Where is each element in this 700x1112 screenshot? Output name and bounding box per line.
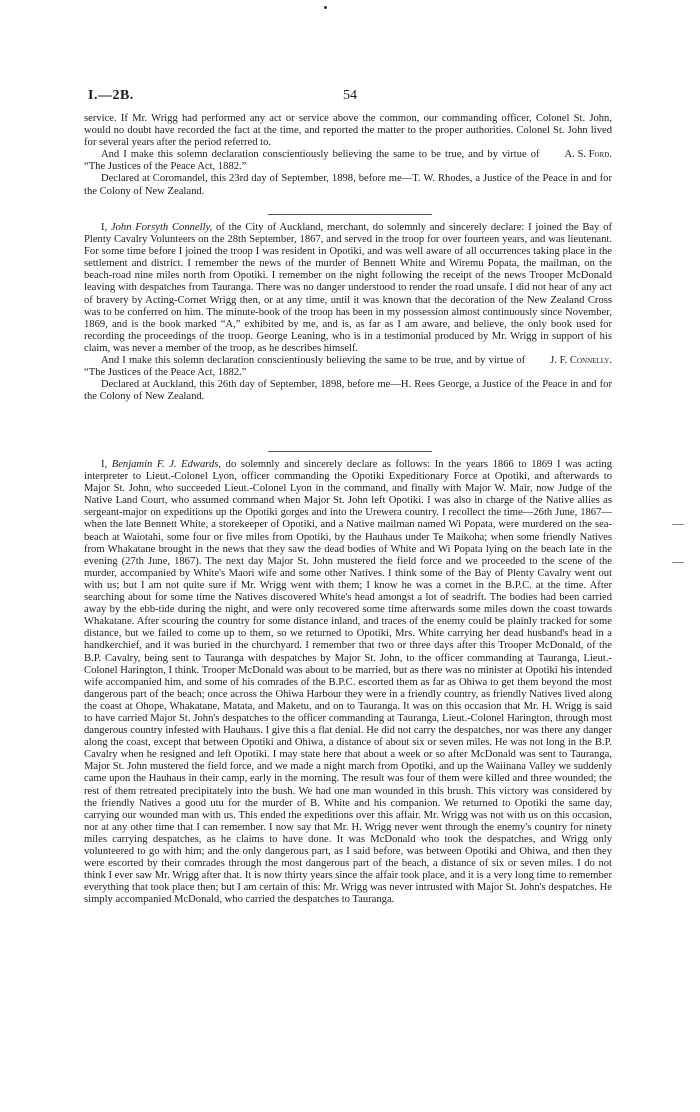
margin-mark [672, 562, 684, 563]
ford-declared-at: Declared at Coromandel, this 23rd day of September, 1898, before me—T. W. Rhodes, a Justice of the Peace in and for the Colony of New Zealand. [84, 173, 612, 197]
declaration-ford [84, 113, 612, 198]
ford-solemn-declaration: A. S. Ford. And I make this solemn declaration conscientiously believing the same to be true, and by virtue of “The Justices of the Peace Act, 1882.” [84, 149, 612, 173]
page-header [88, 88, 612, 104]
edwards-statement: I, Benjamin F. J. Edwards, do solemnly and sincerely declare as follows: In the years 1866 to 1869 I was acting interpreter to Lieut.-Colonel Lyon, officer commanding the Opotiki Expeditionary Force at Opotiki, and afterwards to Major St. John, who succeeded Lieut.-Colonel Lyon in the command, and finally with Major W. Mair, now Judge of the Native Land Court, who assumed command when Major St. John left Opotiki. I was also in charge of the Native allies as sergeant-major on expeditions up the Opotiki gorges and into the Urewera country. I recollect the time—26th June, 1867—when the late Bennett White, a storekeeper of Opotiki, and a Native mailman named Wi Popata, were murdered on the sea-beach at Waiotahi, some four or five miles from Opotiki, by the Hauhaus under Te Maikoha; when some friendly Natives from Whakatane brought in the news that they saw the dead bodies of White and Wi Popata lying on the beach late in the evening (27th June, 1867). The next day Major St. John mustered the field force and we proceeded to the scene of the murder, accompanied by White's Maori wife and some other Natives. I think some of the Bay of Plenty Cavalry went out with us; but I am not quite sure if Mr. Wrigg went with them; I know he was a cornet in the B.P.C. at the time. After searching about for some time the Natives discovered White's head amongst a lot of seadrift. The bodies had been carried away by the ebb-tide during the night, and were only recovered some time afterwards some miles down the coast towards Whakatane. After scouring the country for some distance inland, and traces of the enemy could be plainly tracked for some distance, but we failed to come up to them, so we returned to Opotiki, Mrs. White carrying her dead husband's head in a handkerchief, and it was buried in the churchyard. I remember that two or three days after this Trooper McDonald, of the B.P. Cavalry, being sent to Tauranga with despatches by Major St. John, to the officer commanding at Tauranga, Lieut.-Colonel Harington, I think. Trooper McDonald was about to be married, but as there was no minister at Opotiki his intended wife accompanied him, and some of his comrades of the B.P.C. escorted them as far as Ohiwa to get them beyond the most dangerous part of the beach; once across the Ohiwa Harbour they were in a friendly country, as friendly Natives lived along the coast at Ohope, Whakatane, Matata, and Maketu, and on to Tauranga. It was on this occasion that Mr. H. Wrigg is said to have carried Major St. John's despatches to the officer commanding at Tauranga, Lieut.-Colonel Harington, through most dangerous country infested with Hauhaus. I give this a flat denial. He did not carry the despatches, nor was there any danger along the coast, except that between Opotiki and Ohiwa, a distance of about six or seven miles. He was not long in the B.P. Cavalry when he resigned and left Opotiki. I may state here that about a week or so after McDonald was sent to Tauranga, Major St. John mustered the field force, and we made a night march from Opotiki, and up the Waiinana Valley we suddenly came upon the Hauhaus in their camp, early in the morning. The result was four of them were killed and three wounded; the rest of them retreated precipitately into the bush. We had one man wounded in this brush. This victory was considered by the friendly Natives a good utu for the murder of B. White and his companion. We returned to Opotiki the same day, carrying our wounded man with us. This ended the expeditions over this affair. Mr. Wrigg was not with us on this occasion, nor at any other time that I can remember. I now say that Mr. H. Wrigg never went through the enemy's country for ninety miles carrying despatches, as he claims to have done. It was McDonald who took the despatches, and Wrigg only volunteered to go with him; and the only dangerous part, as I said before, was between Opotiki and Ohiwa, and then they were escorted by their comrades through the most dangerous part of the beach, a distance of six or seven miles. I do not think I ever saw Mr. Wrigg after that. It is now thirty years since the affair took place, and it is a very long time to remember everything that took place then; but I am certain of this: Mr. Wrigg was never intrusted with Major St. John's despatches. He simply accompanied McDonald, who carried the despatches to Tauranga. [84, 459, 612, 906]
ford-statement-end: service. If Mr. Wrigg had performed any act or service above the common, our commanding officer, Colonel St. John, would no doubt have recorded the fact at the time, and reported the matter to the proper authorities. Colonel St. John lived for several years after the period referred to. [84, 113, 612, 149]
print-speck [324, 6, 327, 9]
section-divider [268, 451, 432, 452]
connelly-signature: J. F. Connelly. [550, 355, 612, 367]
ford-signature: A. S. Ford. [564, 149, 612, 161]
connelly-statement: I, John Forsyth Connelly, of the City of Auckland, merchant, do solemnly and sincerely declare: I joined the Bay of Plenty Cavalry Volunteers on the 28th September, 1867, and served in the troop for over fourteen years, and was lieutenant. For some time before I joined the troop I was resident in Opotiki, and was well aware of all occurrences taking place in the settlement and district. I remember the news of the murder of Bennett White and Wiremu Popata, the mailman, on the beach-road nine miles north from Opotiki. I remember on the night following the receipt of the news Trooper McDonald leaving with despatches from Tauranga. There was no danger understood to render the road unsafe. I did not hear of any act of bravery by Acting-Cornet Wrigg then, or at any time, until it was known that the decoration of the New Zealand Cross was to be conferred on him. The minute-book of the troop has been in my possession almost continuously since November, 1869, and is the book marked “A,” exhibited by me, and is, as far as I am aware, and believe, the only book used for recording the proceedings of the troop. George Leaning, who is in a testimonial produced by Mr. Wrigg in support of his claim, was never a member of the troop, as he describes himself. [84, 222, 612, 354]
edwards-name: Benjamin F. J. Edwards, [111, 459, 222, 470]
connelly-solemn-declaration: J. F. Connelly. And I make this solemn declaration conscientiously believing the same to be true, and by virtue of “The Justices of the Peace Act, 1882.” [84, 355, 612, 379]
connelly-name: John Forsyth Connelly, [110, 222, 213, 233]
declaration-connelly [84, 222, 612, 403]
section-divider [268, 214, 432, 215]
declaration-edwards [84, 459, 612, 906]
page-number: 54 [343, 88, 357, 103]
paper-reference: I.—2B. [88, 88, 134, 103]
connelly-declared-at: Declared at Auckland, this 26th day of September, 1898, before me—H. Rees George, a Justice of the Peace in and for the Colony of New Zealand. [84, 379, 612, 403]
margin-mark [672, 524, 684, 525]
